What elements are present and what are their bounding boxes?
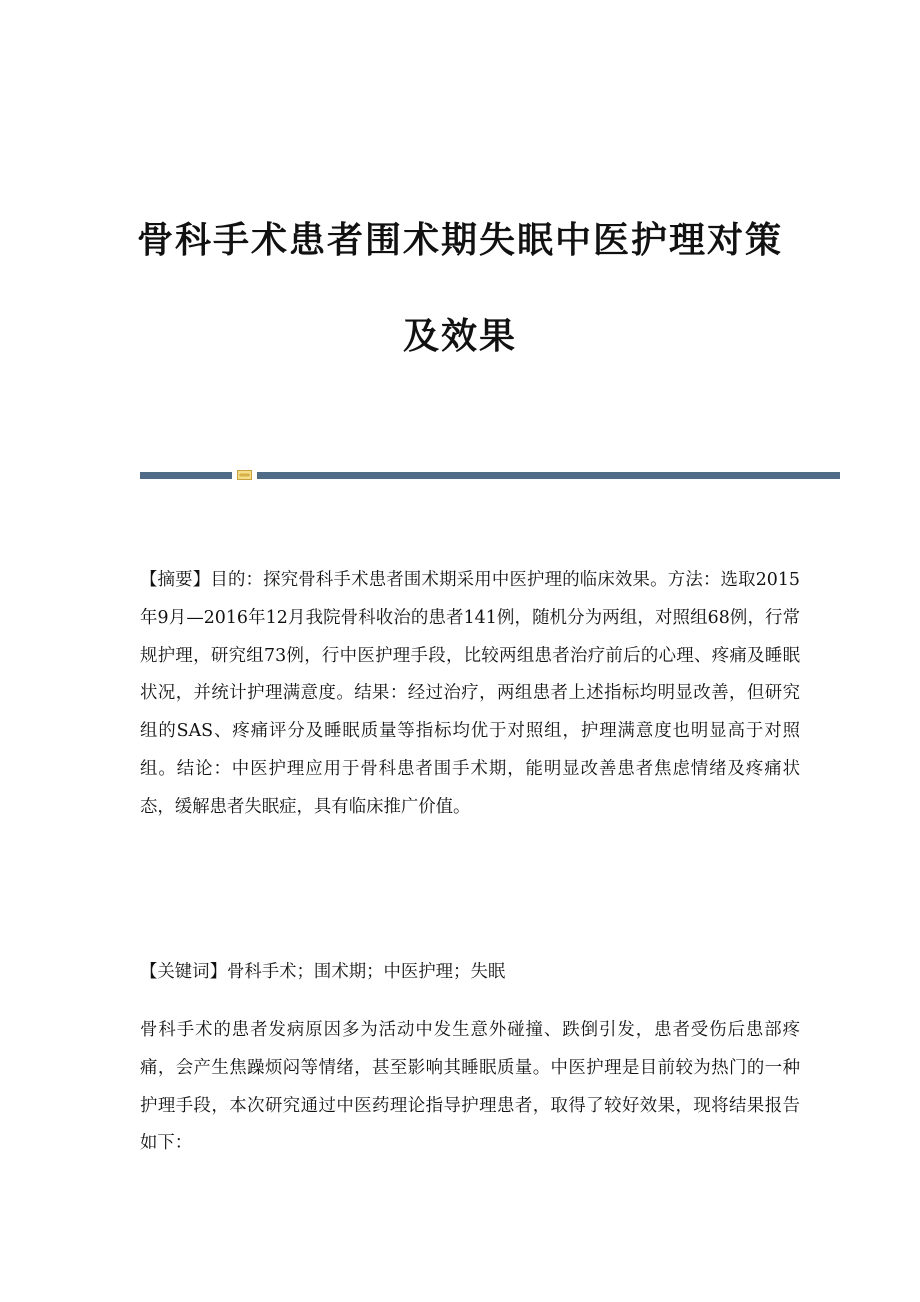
- divider-bar-left: [140, 472, 232, 479]
- keywords-label: 【关键词】: [140, 962, 227, 982]
- abstract-paragraph: [140, 562, 800, 827]
- keywords-paragraph: [140, 954, 800, 992]
- title-divider: [140, 468, 840, 482]
- divider-bar-right: [257, 472, 840, 479]
- abstract-label: 【摘要】: [140, 570, 211, 590]
- keywords-text: 骨科手术；围术期；中医护理；失眠: [226, 962, 506, 982]
- intro-paragraph: 骨科手术的患者发病原因多为活动中发生意外碰撞、跌倒引发，患者受伤后患部疼痛，会产生焦躁烦闷等情绪，甚至影响其睡眠质量。中医护理是目前较为热门的一种护理手段，本次研究通过中医药理论指导护理患者，取得了较好效果，现将结果报告如下：: [140, 1020, 800, 1154]
- document-title-line-2: 及效果: [402, 315, 517, 357]
- document-title-line-1: 骨科手术患者围术期失眠中医护理对策: [136, 219, 783, 261]
- abstract-text: 目的：探究骨科手术患者围术期采用中医护理的临床效果。方法：选取2015年9月—2016年12月我院骨科收治的患者141例，随机分为两组，对照组68例，行常规护理，研究组73例，行中医护理手段，比较两组患者治疗前后的心理、疼痛及睡眠状况，并统计护理满意度。结果：经过治疗，两组患者上述指标均明显改善，但研究组的SAS、疼痛评分及睡眠质量等指标均优于对照组，护理满意度也明显高于对照组。结论：中医护理应用于骨科患者围手术期，能明显改善患者焦虑情绪及疼痛状态，缓解患者失眠症，具有临床推广价值。: [140, 570, 800, 817]
- divider-ornament-icon: [237, 469, 252, 481]
